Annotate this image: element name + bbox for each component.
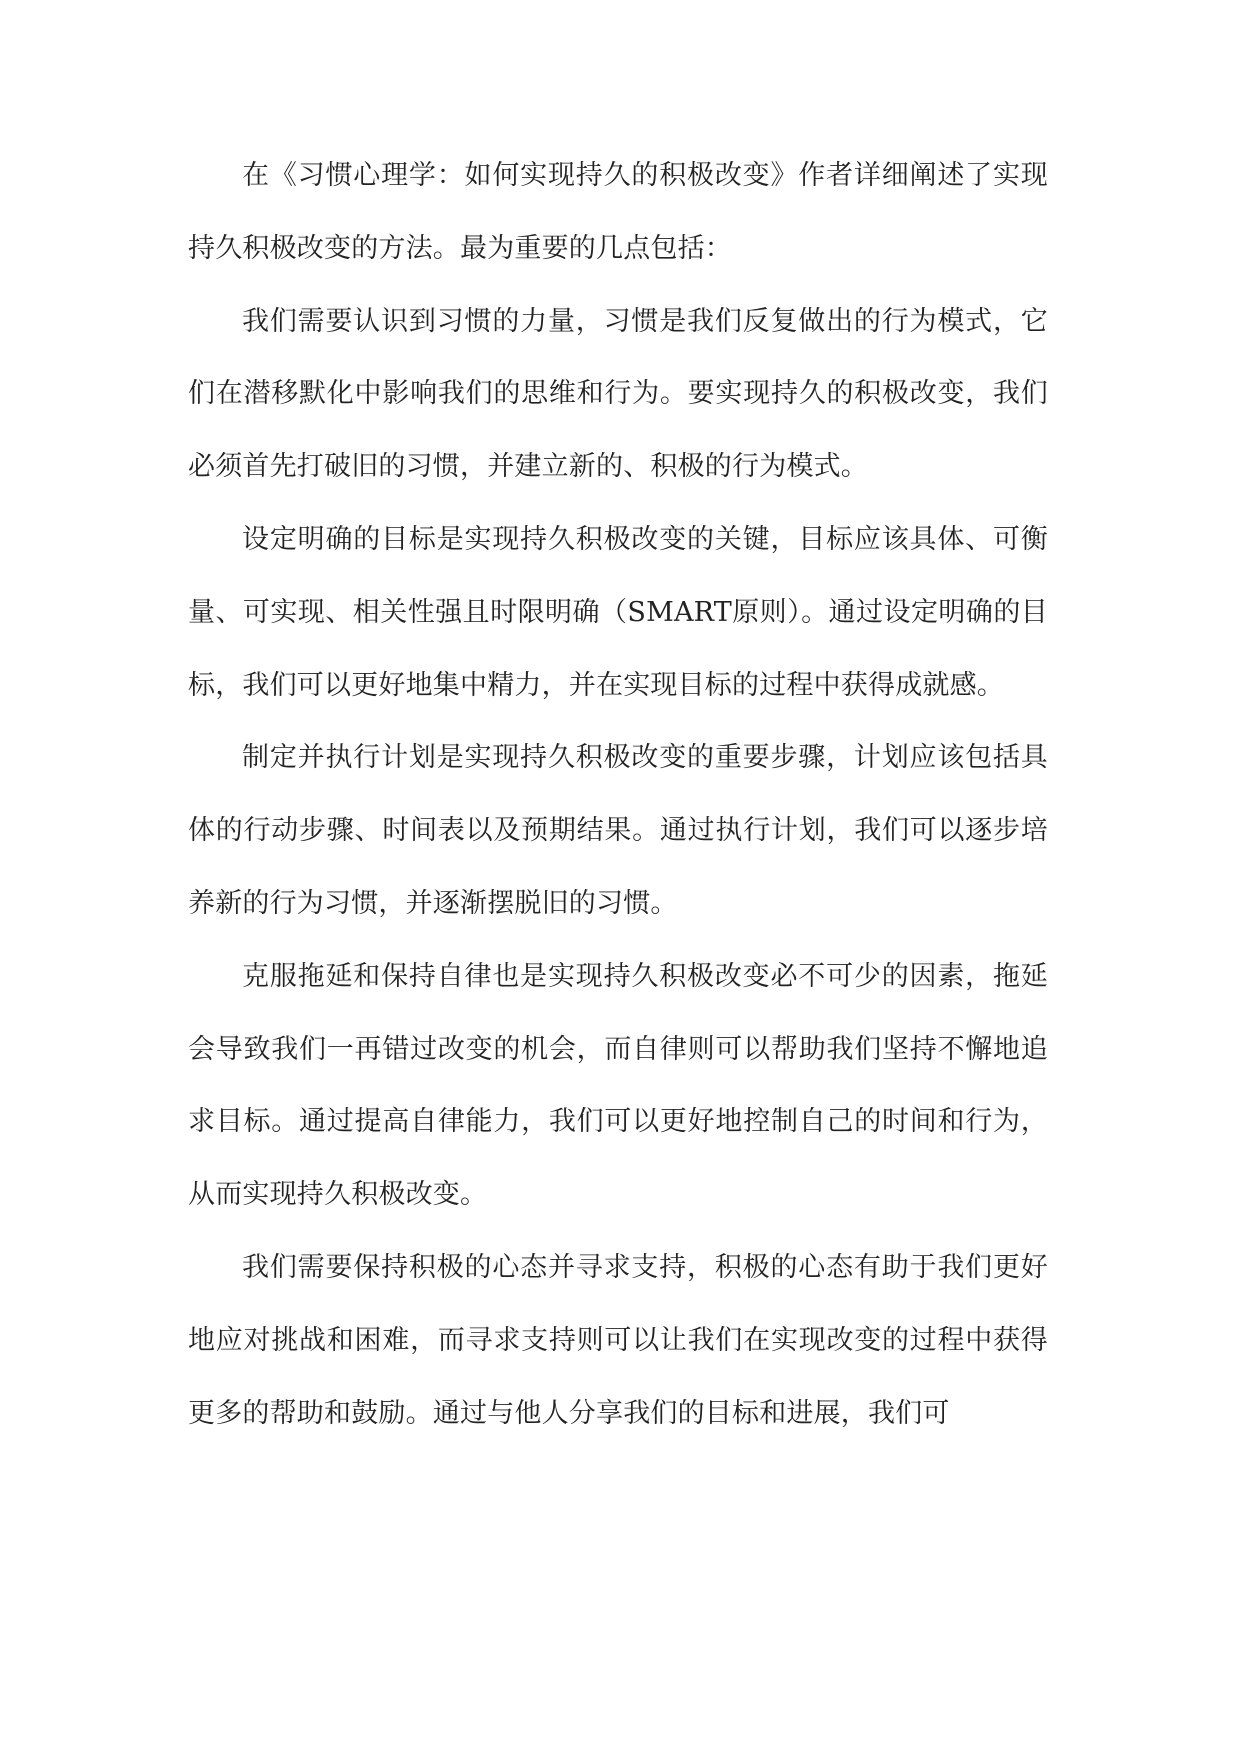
paragraph-habit-power: 我们需要认识到习惯的力量，习惯是我们反复做出的行为模式，它们在潜移默化中影响我们的思维和行为。要实现持久的积极改变，我们必须首先打破旧的习惯，并建立新的、积极的行为模式。 xyxy=(188,305,1048,483)
paragraph-smart-goals: 设定明确的目标是实现持久积极改变的关键，目标应该具体、可衡量、可实现、相关性强且时限明确（SMART原则）。通过设定明确的目标，我们可以更好地集中精力，并在实现目标的过程中获得成就感。 xyxy=(188,523,1048,701)
paragraph-plan-execution: 制定并执行计划是实现持久积极改变的重要步骤，计划应该包括具体的行动步骤、时间表以及预期结果。通过执行计划，我们可以逐步培养新的行为习惯，并逐渐摆脱旧的习惯。 xyxy=(188,742,1048,919)
document-body xyxy=(188,140,1048,1450)
paragraph-intro: 在《习惯心理学：如何实现持久的积极改变》作者详细阐述了实现持久积极改变的方法。最为重要的几点包括： xyxy=(188,160,1048,264)
paragraph-self-discipline: 克服拖延和保持自律也是实现持久积极改变必不可少的因素，拖延会导致我们一再错过改变的机会，而自律则可以帮助我们坚持不懈地追求目标。通过提高自律能力，我们可以更好地控制自己的时间和行为，从而实现持久积极改变。 xyxy=(188,960,1048,1211)
paragraph-positive-mindset: 我们需要保持积极的心态并寻求支持，积极的心态有助于我们更好地应对挑战和困难，而寻求支持则可以让我们在实现改变的过程中获得更多的帮助和鼓励。通过与他人分享我们的目标和进展，我们可 xyxy=(188,1251,1048,1429)
